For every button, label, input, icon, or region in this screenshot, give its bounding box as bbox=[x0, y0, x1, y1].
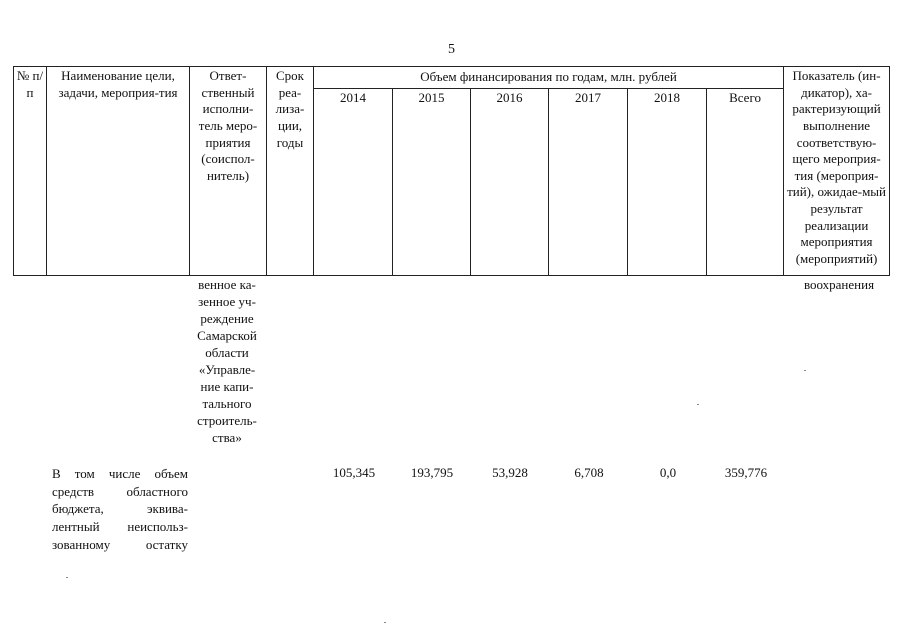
value-2015: 193,795 bbox=[410, 465, 454, 480]
header-year-2016: 2016 bbox=[471, 88, 549, 275]
header-year-2018: 2018 bbox=[628, 88, 707, 275]
header-responsible: Ответ-ственный исполни-тель меро-приятия (соиспол-нитель) bbox=[190, 67, 267, 276]
value-total: 359,776 bbox=[724, 465, 768, 480]
table-header bbox=[13, 66, 890, 276]
indicator-continuation: воохранения bbox=[803, 277, 875, 292]
header-year-2014: 2014 bbox=[314, 88, 393, 275]
scan-speck bbox=[697, 404, 699, 405]
responsible-continuation: венное ка- зенное уч- реждение Самарской области «Управле- ние капи- тального строитель- ства» bbox=[197, 277, 257, 446]
header-funding-title: Объем финансирования по годам, млн. рублей bbox=[314, 67, 784, 89]
value-2018: 0,0 bbox=[659, 465, 677, 480]
header-num: № п/п bbox=[14, 67, 47, 276]
row-name: В том числе объем средств областного бюджета, эквива- лентный неиспольз- зованному остатку bbox=[52, 466, 188, 552]
value-2017: 6,708 bbox=[574, 465, 604, 480]
scan-speck bbox=[384, 622, 386, 623]
scan-speck bbox=[66, 577, 68, 578]
header-indicator: Показатель (ин-дикатор), ха-рактеризующий выполнение соответствую-щего мероприя-тия (мероприя-тий), ожидае-мый результат реализации мероприятия (мероприятий) bbox=[784, 67, 890, 276]
header-total: Всего bbox=[707, 88, 784, 275]
value-2014: 105,345 bbox=[332, 465, 376, 480]
header-year-2017: 2017 bbox=[549, 88, 628, 275]
header-name: Наименование цели, задачи, мероприя-тия bbox=[47, 67, 190, 276]
header-year-2015: 2015 bbox=[393, 88, 471, 275]
header-term: Срок реа-лиза-ции, годы bbox=[267, 67, 314, 276]
page-number: 5 bbox=[448, 42, 455, 57]
scan-speck bbox=[804, 370, 806, 371]
value-2016: 53,928 bbox=[492, 465, 528, 480]
